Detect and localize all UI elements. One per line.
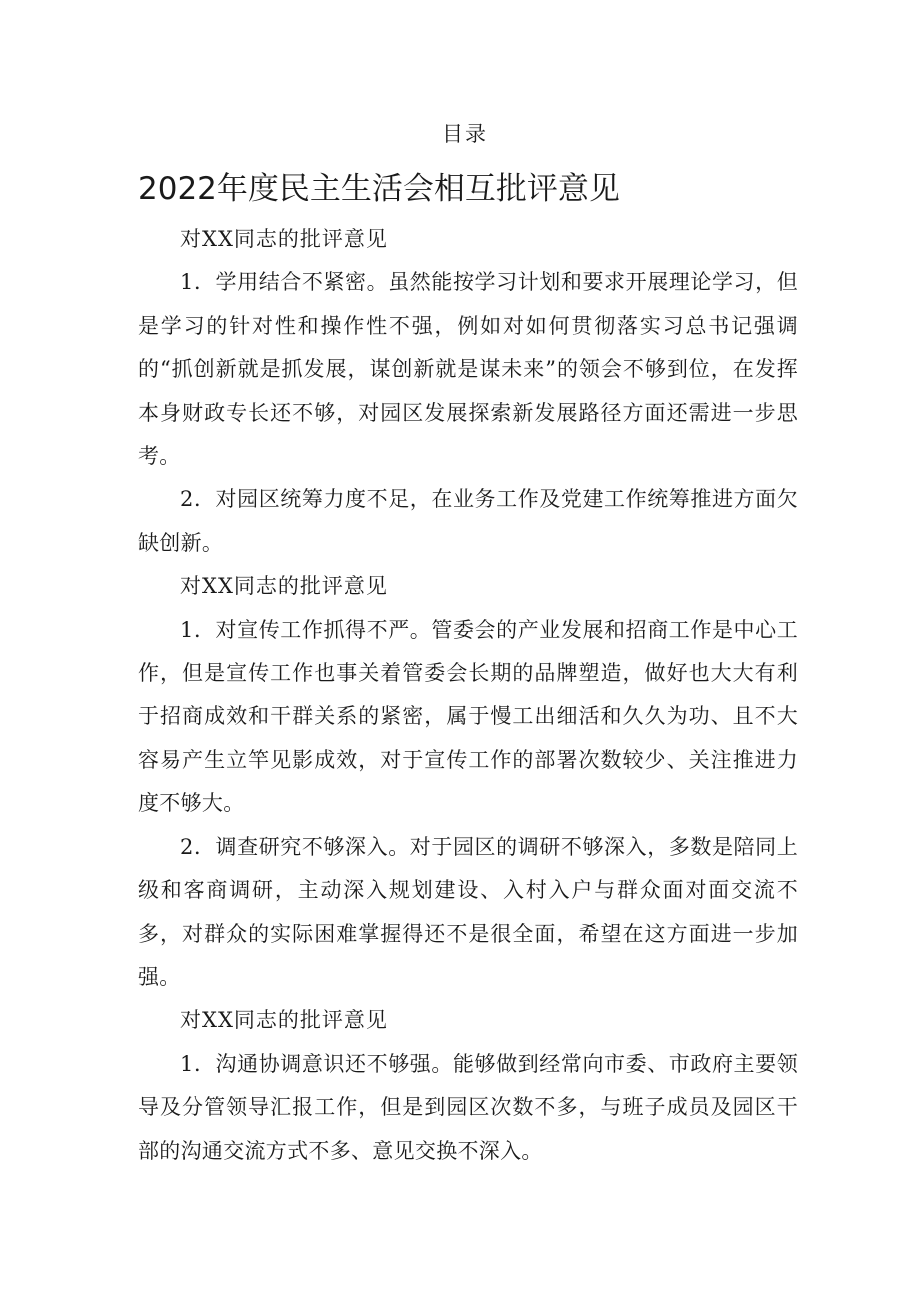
section-heading: 对XX同志的批评意见: [180, 1008, 388, 1033]
section-point: 2．调查研究不够深入。对于园区的调研不够深入，多数是陪同上级和客商调研，主动深入规划建设、入村入户与群众面对面交流不多，对群众的实际困难掌握得还不是很全面，希望在这方面进一步加强。: [138, 834, 798, 989]
section-point: 1．沟通协调意识还不够强。能够做到经常向市委、市政府主要领导及分管领导汇报工作，但是到园区次数不多，与班子成员及园区干部的沟通交流方式不多、意见交换不深入。: [138, 1051, 798, 1163]
toc-label: 目录: [442, 122, 488, 146]
section-point: 1．学用结合不紧密。虽然能按学习计划和要求开展理论学习，但是学习的针对性和操作性不强，例如对如何贯彻落实习总书记强调的“抓创新就是抓发展，谋创新就是谋未来”的领会不够到位，在发挥本身财政专长还不够，对园区发展探索新发展路径方面还需进一步思考。: [138, 270, 798, 469]
document-body: [138, 218, 798, 1173]
section-point: 1．对宣传工作抓得不严。管委会的产业发展和招商工作是中心工作，但是宣传工作也事关着管委会长期的品牌塑造，做好也大大有利于招商成效和干群关系的紧密，属于慢工出细活和久久为功、且不大容易产生立竿见影成效，对于宣传工作的部署次数较少、关注推进力度不够大。: [138, 617, 798, 816]
section-heading: 对XX同志的批评意见: [180, 574, 388, 599]
section-point: 2．对园区统筹力度不足，在业务工作及党建工作统筹推进方面欠缺创新。: [138, 487, 798, 555]
document-title: 2022年度民主生活会相互批评意见: [138, 171, 620, 207]
section-heading: 对XX同志的批评意见: [180, 227, 388, 251]
